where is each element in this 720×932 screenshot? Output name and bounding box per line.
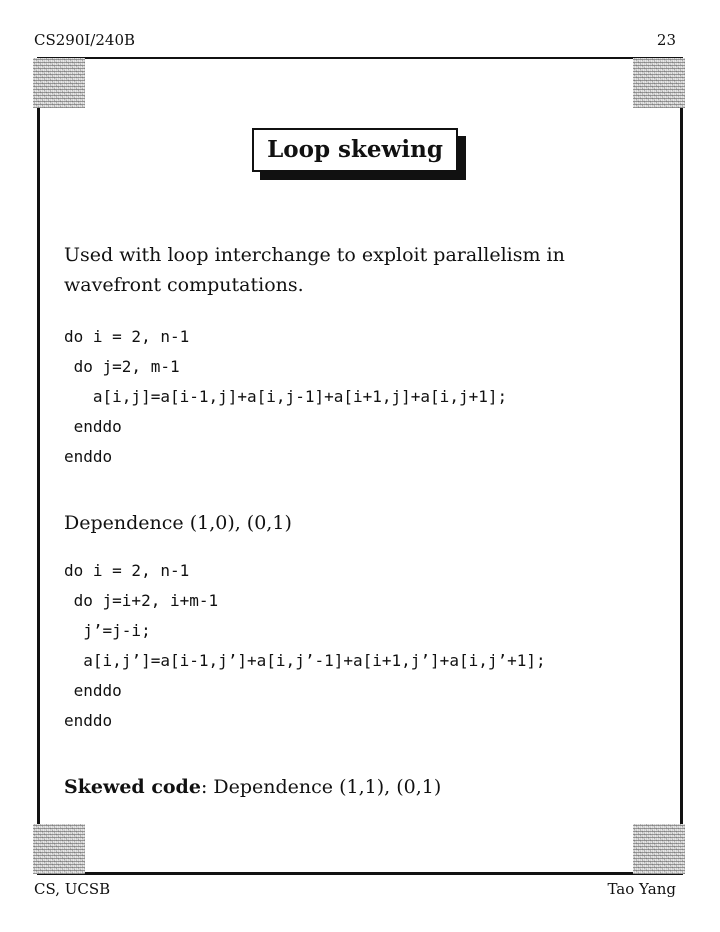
dependence-original: Dependence (1,0), (0,1) bbox=[64, 512, 292, 534]
slide-title: Loop skewing bbox=[252, 128, 458, 172]
code-line: enddo bbox=[64, 681, 122, 700]
original-code-block bbox=[64, 322, 507, 472]
corner-decoration-bottom-right bbox=[633, 824, 685, 874]
corner-decoration-bottom-left bbox=[33, 824, 85, 874]
footer-institution: CS, UCSB bbox=[34, 880, 111, 898]
code-line: enddo bbox=[64, 417, 122, 436]
code-line: do i = 2, n-1 bbox=[64, 561, 190, 580]
corner-decoration-top-right bbox=[633, 58, 685, 108]
code-line: a[i,j’]=a[i-1,j’]+a[i,j’-1]+a[i+1,j’]+a[i,j’+1]; bbox=[64, 651, 546, 670]
code-line: do i = 2, n-1 bbox=[64, 327, 190, 346]
skewed-code-block bbox=[64, 556, 546, 736]
slide-title-box bbox=[252, 128, 458, 172]
intro-paragraph: Used with loop interchange to exploit parallelism in wavefront computations. bbox=[64, 244, 565, 296]
footer-author: Tao Yang bbox=[607, 880, 676, 898]
skewed-dependence-text: : Dependence (1,1), (0,1) bbox=[200, 776, 442, 798]
course-code: CS290I/240B bbox=[34, 31, 136, 49]
skewed-code-label: Skewed code bbox=[64, 776, 201, 798]
code-line: enddo bbox=[64, 711, 113, 730]
corner-decoration-top-left bbox=[33, 58, 85, 108]
code-line: enddo bbox=[64, 447, 113, 466]
code-line: do j=2, m-1 bbox=[64, 357, 180, 376]
code-line: do j=i+2, i+m-1 bbox=[64, 591, 219, 610]
page-number: 23 bbox=[656, 31, 676, 49]
dependence-skewed bbox=[64, 772, 441, 802]
code-line: j’=j-i; bbox=[64, 621, 151, 640]
code-line: a[i,j]=a[i-1,j]+a[i,j-1]+a[i+1,j]+a[i,j+1]; bbox=[64, 387, 508, 406]
